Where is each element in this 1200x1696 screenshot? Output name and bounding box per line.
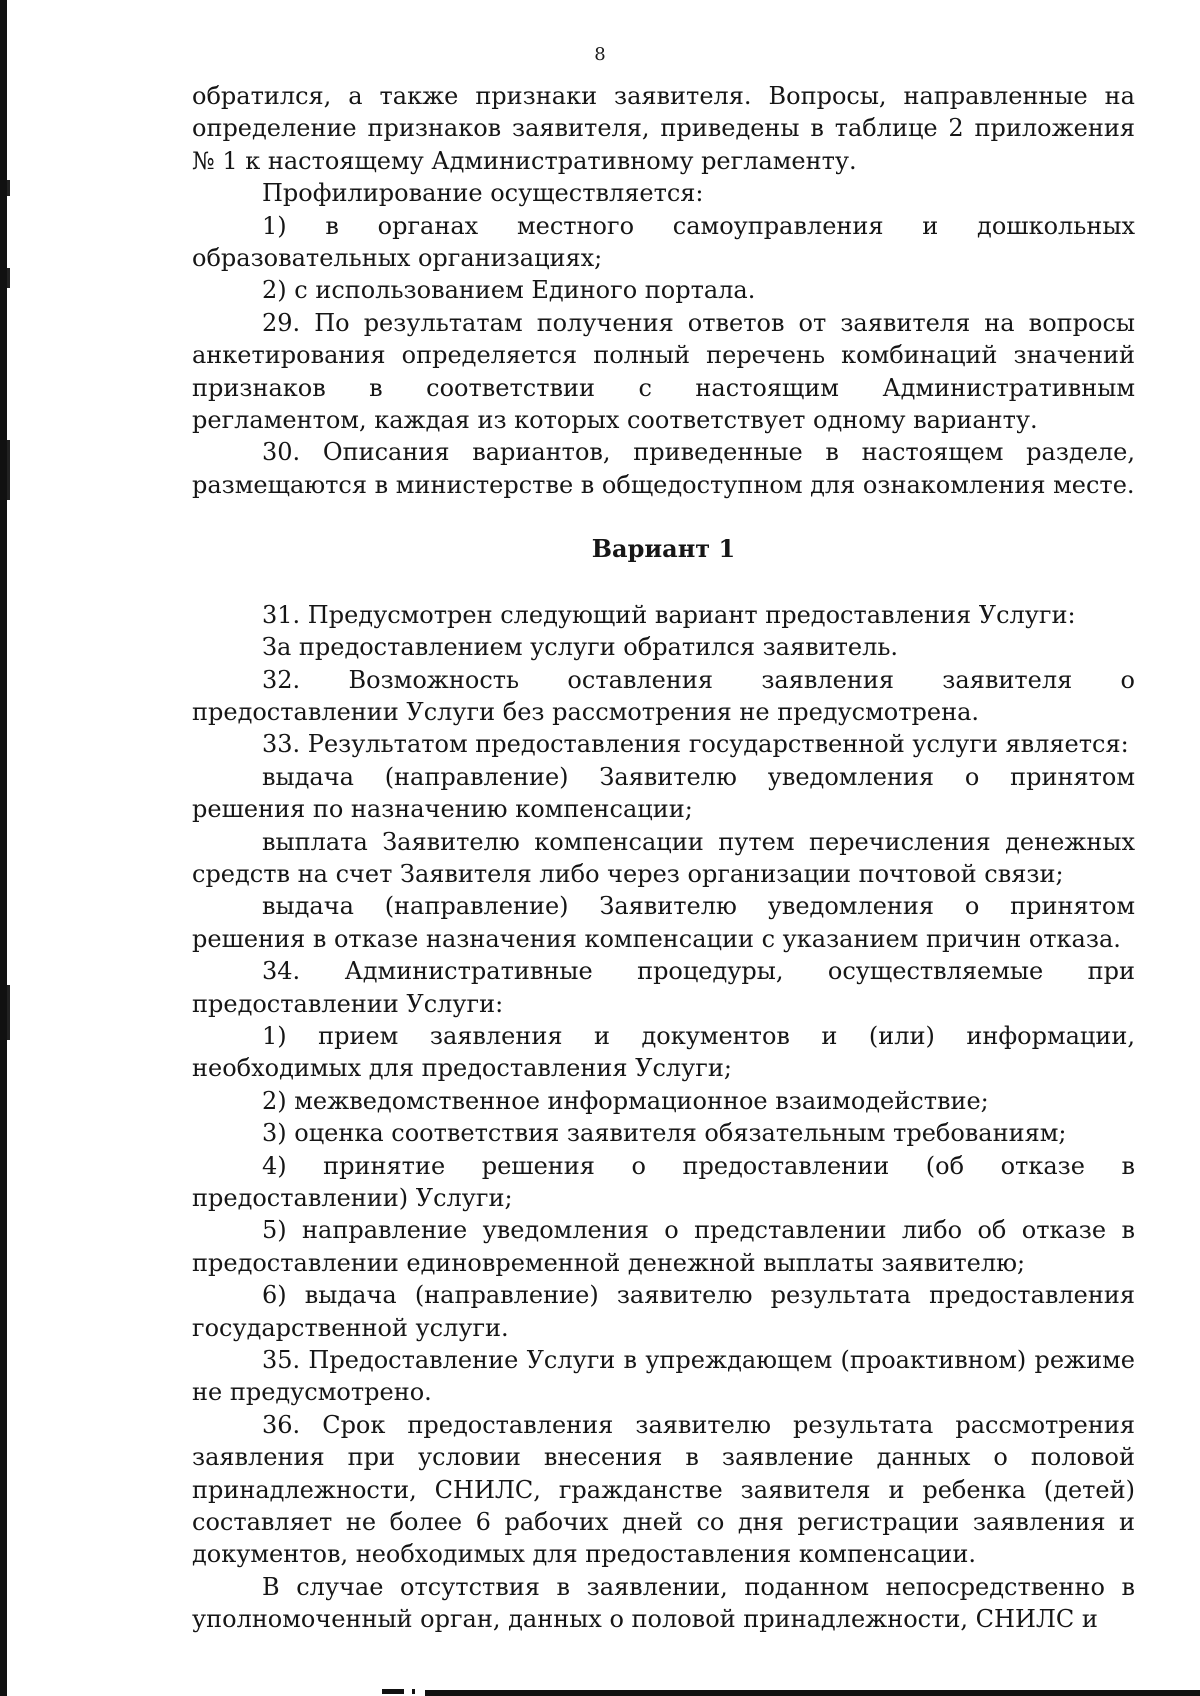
paragraph: 36. Срок предоставления заявителю результата рассмотрения заявления при условии внесения в заявление данных о половой принадлежности, СНИЛС, гражданстве заявителя и ребенка (детей) составляет не более 6 рабочих дней со дня регистрации заявления и документов, необходимых для предоставления компенсации. bbox=[192, 1410, 1135, 1569]
section-heading: Вариант 1 bbox=[591, 534, 736, 564]
list-item: 1) в органах местного самоуправления и дошкольных образовательных организациях; bbox=[192, 211, 1135, 273]
list-item: 3) оценка соответствия заявителя обязательным требованиям; bbox=[262, 1119, 1067, 1148]
scan-artifact bbox=[7, 180, 10, 196]
paragraph: 32. Возможность оставления заявления заявителя о предоставлении Услуги без рассмотрения не предусмотрена. bbox=[192, 665, 1135, 726]
list-item: 6) выдача (направление) заявителю результата предоставления государственной услуги. bbox=[192, 1281, 1135, 1342]
paragraph: Профилирование осуществляется: bbox=[262, 179, 704, 208]
paragraph: В случае отсутствия в заявлении, поданном непосредственно в уполномоченный орган, данных о половой принадлежности, СНИЛС и bbox=[192, 1572, 1135, 1634]
list-item: 1) прием заявления и документов и (или) информации, необходимых для предоставления Услуги; bbox=[192, 1021, 1135, 1083]
list-item: выдача (направление) Заявителю уведомления о принятом решения в отказе назначения компенсации с указанием причин отказа. bbox=[192, 892, 1135, 953]
paragraph: 31. Предусмотрен следующий вариант предоставления Услуги: bbox=[262, 600, 1076, 629]
list-item: выплата Заявителю компенсации путем перечисления денежных средств на счет Заявителя либо через организации почтовой связи; bbox=[192, 827, 1135, 888]
scan-artifact bbox=[7, 268, 10, 288]
list-item: выдача (направление) Заявителю уведомления о принятом решения по назначению компенсации; bbox=[192, 762, 1135, 824]
paragraph: 30. Описания вариантов, приведенные в настоящем разделе, размещаются в министерстве в общедоступном для ознакомления месте. bbox=[192, 438, 1135, 499]
paragraph: 29. По результатам получения ответов от заявителя на вопросы анкетирования определяется полный перечень комбинаций значений признаков в соответствии с настоящим Административным регламентом, каждая из которых соответствует одному варианту. bbox=[192, 308, 1135, 435]
scan-artifact bbox=[7, 985, 10, 1040]
list-item: 5) направление уведомления о представлении либо об отказе в предоставлении единовременной денежной выплаты заявителю; bbox=[192, 1216, 1135, 1277]
scan-artifact bbox=[382, 1689, 404, 1694]
list-item: 4) принятие решения о предоставлении (об отказе в предоставлении) Услуги; bbox=[192, 1151, 1135, 1212]
list-item: 2) с использованием Единого портала. bbox=[262, 276, 756, 305]
document-body bbox=[192, 80, 1135, 1636]
scan-bottom-edge bbox=[425, 1690, 1200, 1696]
scan-left-edge bbox=[0, 0, 7, 1696]
paragraph: 33. Результатом предоставления государственной услуги является: bbox=[262, 730, 1129, 759]
list-item: 2) межведомственное информационное взаимодействие; bbox=[262, 1086, 989, 1115]
paragraph: 34. Административные процедуры, осуществляемые при предоставлении Услуги: bbox=[192, 957, 1135, 1018]
paragraph: 35. Предоставление Услуги в упреждающем (проактивном) режиме не предусмотрено. bbox=[192, 1346, 1135, 1407]
paragraph: За предоставлением услуги обратился заявитель. bbox=[262, 633, 899, 662]
scan-artifact bbox=[7, 440, 10, 500]
paragraph: обратился, а также признаки заявителя. Вопросы, направленные на определение признаков заявителя, приведены в таблице 2 приложения № 1 к настоящему Административному регламенту. bbox=[192, 82, 1135, 175]
scan-artifact bbox=[412, 1689, 415, 1694]
page-number: 8 bbox=[594, 44, 606, 65]
